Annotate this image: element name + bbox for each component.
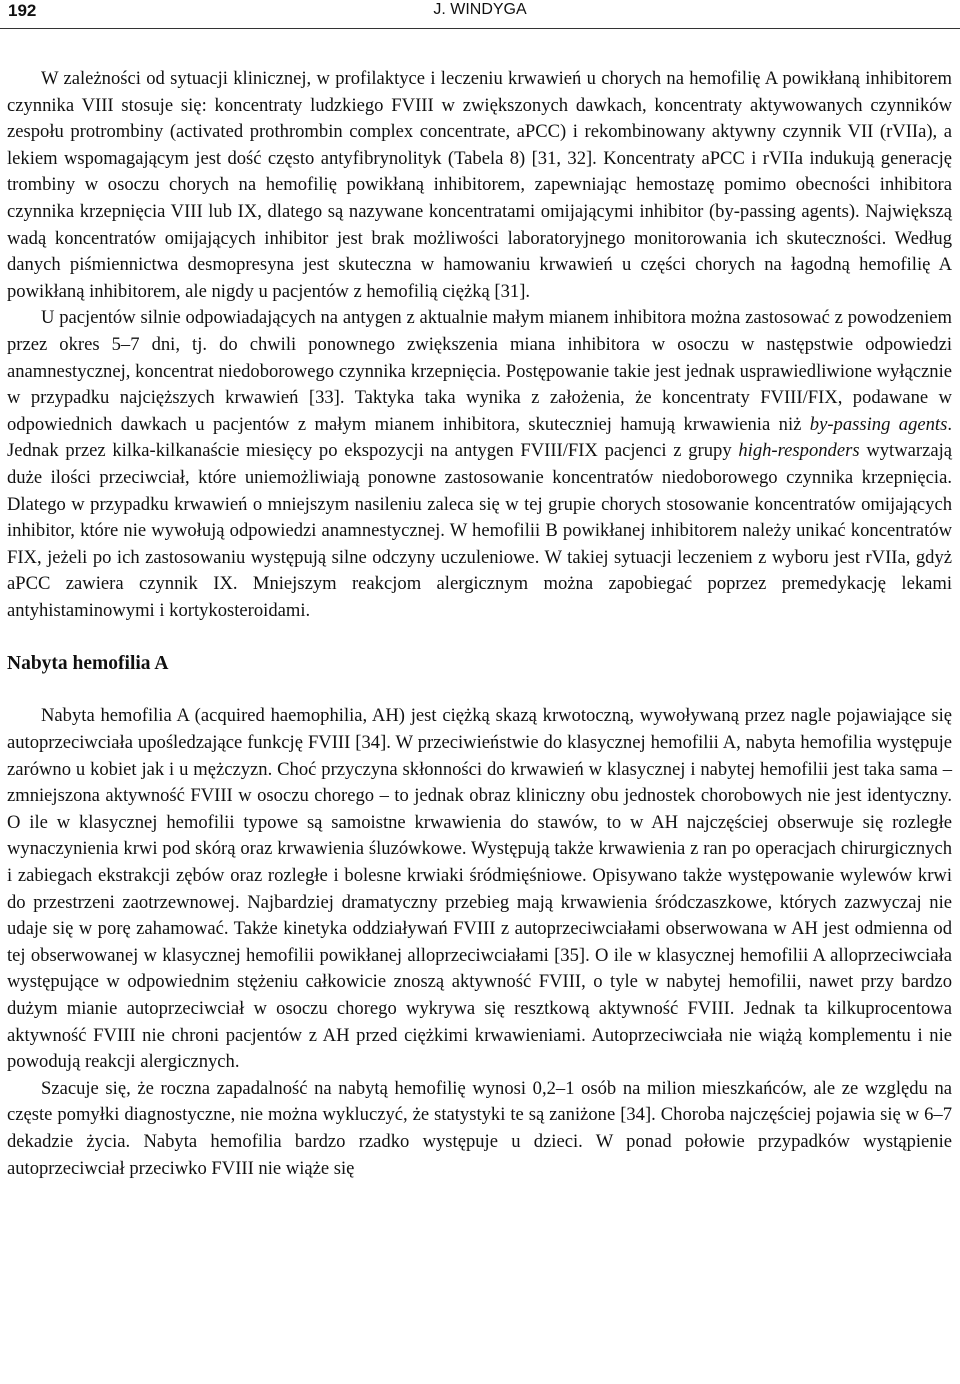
italic-term: high-responders [738,440,860,462]
paragraph-high-responders [7,305,952,624]
running-title: J. WINDYGA [433,1,527,18]
article-body [7,66,952,1182]
italic-term: by-passing agents [809,413,948,435]
paragraph-text: wytwarzają duże ilości przeciwciał, które uniemożliwiają ponowne zastosowanie koncentratów niedoborowego czynnika krzepnięcia. Dlatego w przypadku krwawień o mniejszym nasileniu zaleca się w tej grupie chorych stosowanie koncentratów omijających inhibitor, które nie wywołują odpowiedzi anamnestycznej. W hemofilii B powikłanej inhibitorem należy unikać koncentratów FIX, jeżeli po ich zastosowaniu występują silne odczyny uczuleniowe. W takiej sytuacji leczeniem z wyboru jest rVIIa, gdyż aPCC zawiera czynnik IX. Mniejszym reakcjom alergicznym można zapobiegać poprzez premedykację lekami antyhistaminowymi i kortykosteroidami. [7,440,953,621]
paragraph-text: . Jednak przez kilka-kilkanaście miesięcy po ekspozycji na antygen FVIII/FIX pacjenci z grupy [7,413,952,462]
section-heading: Nabyta hemofilia A [7,653,169,675]
running-head [0,0,960,29]
page-number: 192 [8,1,37,20]
paragraph-text: U pacjentów silnie odpowiadających na antygen z aktualnie małym mianem inhibitora można zastosować z powodzeniem przez okres 5–7 dni, tj. do chwili ponownego zwiększenia miana inhibitora w osoczu w następstwie odpowiedzi anamnestycznej, koncentrat niedoborowego czynnika krzepnięcia. Postępowanie takie jest jednak usprawiedliwione wyłącznie w przypadku najcięższych krwawień [33]. Taktyka taka wynika z założenia, że koncentraty FVIII/FIX, podawane w odpowiednich dawkach u pacjentów z małym mianem inhibitora, skuteczniej hamują krwawienia niż [7,307,952,435]
paragraph-acquired-haemophilia: Nabyta hemofilia A (acquired haemophilia, AH) jest ciężką skazą krwotoczną, wywoływaną przez nagle pojawiające się autoprzeciwciała upośledzające funkcję FVIII [34]. W przeciwieństwie do klasycznej hemofilii A, nabyta hemofilia występuje zarówno u kobiet jak i u mężczyzn. Choć przyczyna skłonności do krwawień w klasycznej i nabytej hemofilii jest taka sama – zmniejszona aktywność FVIII w osoczu chorego – to jednak obraz kliniczny obu jednostek chorobowych nie jest identyczny. O ile w klasycznej hemofilii typowe są samoistne krwawienia do stawów, to w AH najczęściej obserwuje się rozległe wynaczynienia krwi pod skórą oraz krwawienia śluzówkowe. Występują także krwawienia z ran po operacjach chirurgicznych i zabiegach ekstrakcji zębów oraz rozległe i bolesne krwiaki śródmięśniowe. Opisywano także występowanie wylewów krwi do przestrzeni zaotrzewnowej. Najbardziej dramatyczny przebieg mają krwawienia śródczaszkowe, których zazwyczaj nie udaje się w porę zahamować. Także kinetyka oddziaływań FVIII z autoprzeciwciałami obserwowana w AH jest odmienna od tej obserwowanej w klasycznej hemofilii powikłanej alloprzeciwciałami [35]. O ile w klasycznej hemofilii A alloprzeciwciała występujące w odpowiednim stężeniu całkowicie znoszą aktywność FVIII, o tyle w nabytej hemofilii, nawet przy bardzo dużym mianie autoprzeciwciał w osoczu chorego wykrywa się resztkową aktywność FVIII. Jednak ta kilkuprocentowa aktywność FVIII nie chroni pacjentów z AH przed ciężkimi krwawieniami. Autoprzeciwciała nie wiążą komplementu i nie powodują reakcji alergicznych. [7,705,952,1073]
paragraph-incidence: Szacuje się, że roczna zapadalność na nabytą hemofilię wynosi 0,2–1 osób na milion mieszkańców, ale ze względu na częste pomyłki diagnostyczne, nie można wykluczyć, że statystyki te są zaniżone [34]. Choroba najczęściej pojawia się w 6–7 dekadzie życia. Nabyta hemofilia bardzo rzadko występuje u dzieci. W ponad połowie przypadków wystąpienie autoprzeciwciał przeciwko FVIII nie wiąże się [7,1077,952,1179]
paragraph-treatment-options: W zależności od sytuacji klinicznej, w profilaktyce i leczeniu krwawień u chorych na hemofilię A powikłaną inhibitorem czynnika VIII stosuje się: koncentraty ludzkiego FVIII w zwiększonych dawkach, koncentraty aktywowanych czynników zespołu protrombiny (activated prothrombin complex concentrate, aPCC) i rekombinowany aktywny czynnik VII (rVIIa), a lekiem wspomagającym jest dość często antyfibrynolityk (Tabela 8) [31, 32]. Koncentraty aPCC i rVIIa indukują generację trombiny w osoczu chorych na hemofilię powikłaną inhibitorem, zapewniając hemostazę pomimo obecności inhibitora czynnika krzepnięcia VIII lub IX, dlatego są nazywane koncentratami omijającymi inhibitor (by-passing agents). Największą wadą koncentratów omijających inhibitor jest brak możliwości laboratoryjnego monitorowania ich skuteczności. Według danych piśmiennictwa desmopresyna jest skuteczna w hamowaniu krwawień u części chorych na łagodną hemofilię A powikłaną inhibitorem, ale nigdy u pacjentów z hemofilią ciężką [31]. [7,68,952,302]
